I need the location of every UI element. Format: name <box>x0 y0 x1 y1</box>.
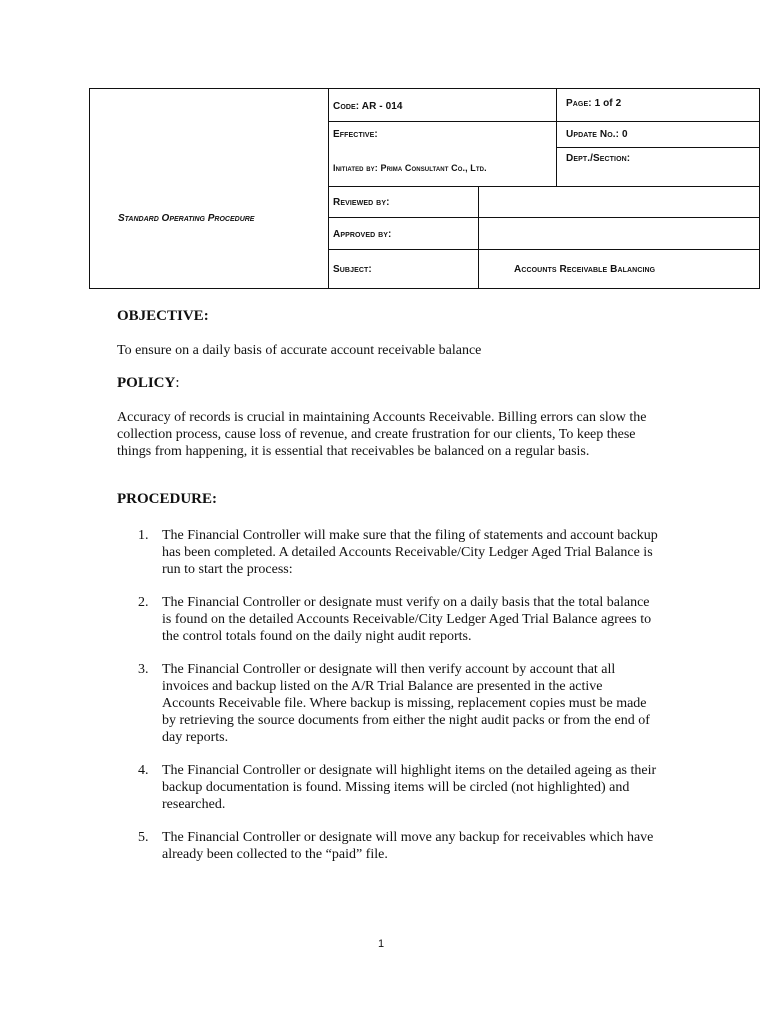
initiated-label: Initiated by: <box>333 163 378 173</box>
divider-row-3 <box>328 217 760 218</box>
procedure-item-2 <box>138 594 658 645</box>
code-field <box>333 101 403 112</box>
procedure-item-text: The Financial Controller will make sure that the filing of statements and account backup has been completed. A detailed Accounts Receivable/City Ledger Aged Trial Balance is run to start the process: <box>162 528 658 577</box>
approved-label: Approved by: <box>333 229 392 240</box>
objective-heading: OBJECTIVE: <box>117 308 209 324</box>
page-field <box>566 98 621 109</box>
policy-text: Accuracy of records is crucial in maintaining Accounts Receivable. Billing errors can slow the collection process, cause loss of revenue, and create frustration for our clients, To keep these things from happening, it is essential that receivables be balanced on a regular basis. <box>117 410 647 459</box>
sop-header-table <box>89 88 760 289</box>
divider-left-column <box>328 89 329 289</box>
policy-heading-colon: : <box>175 375 180 391</box>
policy-heading <box>117 375 180 392</box>
procedure-item-5 <box>138 829 658 863</box>
initiated-value: Prima Consultant Co., Ltd. <box>380 163 487 173</box>
procedure-item-text: The Financial Controller or designate will highlight items on the detailed ageing as their backup documentation is found. Missing items will be circled (not highlighted) and researched. <box>162 763 657 812</box>
reviewed-label: Reviewed by: <box>333 197 390 208</box>
code-value: AR - 014 <box>361 101 403 112</box>
page-number: 1 <box>378 938 385 950</box>
subject-value: Accounts Receivable Balancing <box>514 264 656 275</box>
procedure-heading: PROCEDURE: <box>117 491 217 507</box>
page-label: Page: <box>566 98 592 109</box>
procedure-item-number: 3. <box>138 662 149 677</box>
procedure-item-3 <box>138 661 658 746</box>
divider-row-4 <box>328 249 760 250</box>
procedure-item-number: 4. <box>138 763 149 778</box>
initiated-field <box>333 163 487 173</box>
procedure-item-number: 5. <box>138 830 149 845</box>
dept-section-label <box>566 153 630 164</box>
dept-label-text: Dept./Section: <box>566 153 631 164</box>
divider-right-column-bottom <box>478 186 479 289</box>
update-field <box>566 129 628 140</box>
procedure-item-1 <box>138 527 658 578</box>
procedure-item-text: The Financial Controller or designate will move any backup for receivables which have already been collected to the “paid” file. <box>162 830 654 862</box>
procedure-item-text: The Financial Controller or designate must verify on a daily basis that the total balance is found on the detailed Accounts Receivable/City Ledger Aged Trial Balance agrees to the control totals found on the daily night audit reports. <box>162 595 652 644</box>
sop-label: Standard Operating Procedure <box>118 213 255 224</box>
procedure-item-text: The Financial Controller or designate will then verify account by account that all invoices and backup listed on the A/R Trial Balance are presented in the active Accounts Receivable file. Where backup is missing, replacement copies must be made by retrieving the source documents from either the night audit packs or from the end of day reports. <box>162 662 650 745</box>
update-label: Update No.: <box>566 129 620 140</box>
subject-label: Subject: <box>333 264 372 275</box>
divider-row-update <box>556 147 760 148</box>
procedure-item-number: 1. <box>138 528 149 543</box>
code-label: Code: <box>333 101 360 112</box>
divider-right-column-top <box>556 89 557 186</box>
page-value: 1 of 2 <box>594 98 622 109</box>
update-value: 0 <box>621 129 628 140</box>
procedure-item-number: 2. <box>138 595 149 610</box>
objective-text: To ensure on a daily basis of accurate account receivable balance <box>117 343 482 358</box>
policy-heading-text: POLICY <box>117 375 176 391</box>
divider-row-2 <box>328 186 760 187</box>
procedure-item-4 <box>138 762 658 813</box>
divider-row-1 <box>328 121 760 122</box>
effective-label: Effective: <box>333 129 378 140</box>
